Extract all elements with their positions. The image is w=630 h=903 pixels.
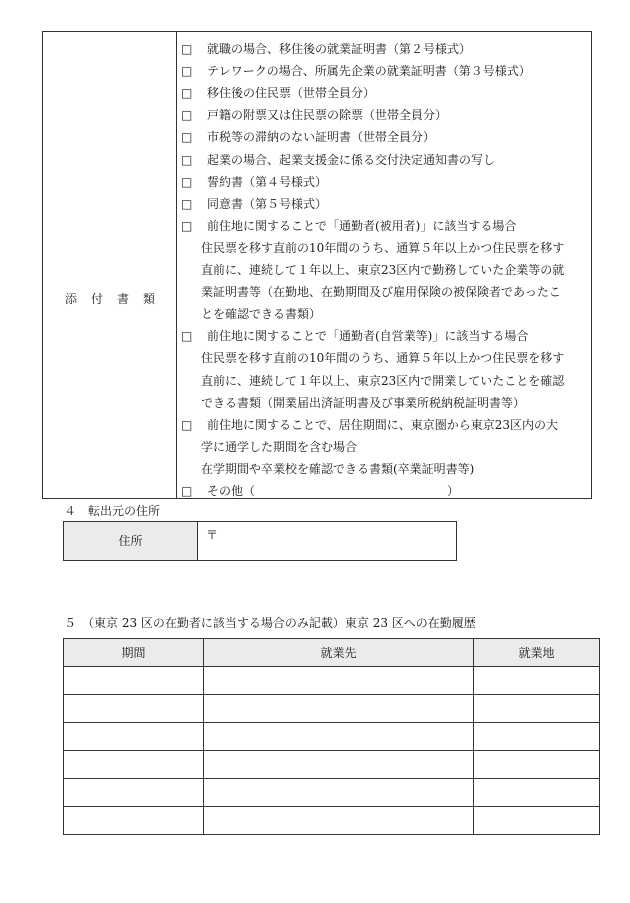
attachment-item xyxy=(201,348,589,368)
period-cell[interactable] xyxy=(64,695,204,723)
attachment-item xyxy=(201,260,589,280)
table-row xyxy=(64,723,600,751)
workplace-cell[interactable] xyxy=(474,779,600,807)
period-cell[interactable] xyxy=(64,807,204,835)
attachment-item xyxy=(181,194,589,214)
employer-cell[interactable] xyxy=(204,695,474,723)
attachment-item xyxy=(201,371,589,391)
table-row xyxy=(64,695,600,723)
attachment-item-text: 前住地に関することで「通勤者(被用者)」に該当する場合 xyxy=(207,218,517,233)
checkbox-icon[interactable]: □ xyxy=(181,417,193,432)
checkbox-icon[interactable]: □ xyxy=(181,86,193,101)
attachments-label: 添付書類 xyxy=(64,292,169,306)
employer-cell[interactable] xyxy=(204,807,474,835)
attachment-item-text: 誓約書（第４号様式） xyxy=(207,174,328,189)
workplace-cell[interactable] xyxy=(474,695,600,723)
attachment-item-text: その他（ ） xyxy=(207,484,460,498)
attachment-item xyxy=(181,83,589,103)
column-header-workplace: 就業地 xyxy=(474,639,600,667)
attachment-item xyxy=(201,238,589,258)
column-header-employer: 就業先 xyxy=(204,639,474,667)
attachments-table xyxy=(42,31,592,499)
table-row xyxy=(64,751,600,779)
attachment-item xyxy=(181,150,589,170)
attachment-item-text: 前住地に関することで、居住期間に、東京圏から東京23区内の大 xyxy=(207,417,559,432)
attachment-item xyxy=(181,481,589,501)
period-cell[interactable] xyxy=(64,779,204,807)
attachment-item xyxy=(181,172,589,192)
attachment-item-text: 戸籍の附票又は住民票の除票（世帯全員分） xyxy=(207,108,448,123)
table-header-row xyxy=(64,639,600,667)
column-header-period: 期間 xyxy=(64,639,204,667)
address-input[interactable]: 〒 xyxy=(206,528,219,542)
attachment-item xyxy=(181,127,589,147)
attachment-item xyxy=(201,304,589,324)
attachment-item xyxy=(201,437,589,457)
attachment-item xyxy=(181,39,589,59)
attachment-item-text: とを確認できる書類） xyxy=(201,307,322,322)
address-label: 住所 xyxy=(64,522,198,560)
attachment-item-text: 直前に、連続して１年以上、東京23区内で勤務していた企業等の就 xyxy=(201,263,565,277)
attachment-item-text: できる書類（開業届出済証明書及び事業所税納税証明書等） xyxy=(201,395,526,410)
table-row xyxy=(64,807,600,835)
table-row xyxy=(64,667,600,695)
attachment-item-text: 前住地に関することで「通勤者(自営業等)」に該当する場合 xyxy=(207,329,529,344)
checkbox-icon[interactable]: □ xyxy=(181,196,193,211)
employer-cell[interactable] xyxy=(204,723,474,751)
period-cell[interactable] xyxy=(64,723,204,751)
employer-cell[interactable] xyxy=(204,667,474,695)
checkbox-icon[interactable]: □ xyxy=(181,218,193,233)
checkbox-icon[interactable]: □ xyxy=(181,64,193,79)
section4-heading: ４ 転出元の住所 xyxy=(64,504,161,518)
attachment-item xyxy=(201,393,589,413)
checkbox-icon[interactable]: □ xyxy=(181,329,193,344)
address-table xyxy=(63,521,457,561)
period-cell[interactable] xyxy=(64,667,204,695)
attachments-label-cell xyxy=(43,32,177,498)
workplace-cell[interactable] xyxy=(474,667,600,695)
attachment-item xyxy=(181,216,589,236)
table-row xyxy=(64,779,600,807)
period-cell[interactable] xyxy=(64,751,204,779)
checkbox-icon[interactable]: □ xyxy=(181,484,193,498)
attachments-list xyxy=(177,32,591,498)
attachment-item xyxy=(181,105,589,125)
attachment-item-text: 同意書（第５号様式） xyxy=(207,196,328,211)
attachment-item-text: 市税等の滞納のない証明書（世帯全員分） xyxy=(207,130,436,145)
attachment-item-text: 直前に、連続して１年以上、東京23区内で開業していたことを確認 xyxy=(201,373,565,388)
attachment-item-text: 業証明書等（在勤地、在勤期間及び雇用保険の被保険者であったこ xyxy=(201,285,561,300)
workplace-cell[interactable] xyxy=(474,807,600,835)
attachment-item-text: 移住後の住民票（世帯全員分） xyxy=(207,86,376,101)
attachment-item xyxy=(201,282,589,302)
attachment-item xyxy=(181,326,589,346)
attachment-item xyxy=(181,61,589,81)
section5-heading: ５ （東京 23 区の在勤者に該当する場合のみ記載）東京 23 区への在勤履歴 xyxy=(64,616,476,630)
checkbox-icon[interactable]: □ xyxy=(181,174,193,189)
workplace-cell[interactable] xyxy=(474,751,600,779)
attachment-item-text: テレワークの場合、所属先企業の就業証明書（第３号様式） xyxy=(207,64,531,79)
employer-cell[interactable] xyxy=(204,779,474,807)
attachment-item-text: 起業の場合、起業支援金に係る交付決定通知書の写し xyxy=(207,152,496,167)
checkbox-icon[interactable]: □ xyxy=(181,152,193,167)
employer-cell[interactable] xyxy=(204,751,474,779)
workplace-cell[interactable] xyxy=(474,723,600,751)
checkbox-icon[interactable]: □ xyxy=(181,42,193,56)
attachment-item-text: 就職の場合、移住後の就業証明書（第２号様式） xyxy=(207,42,472,56)
attachment-item-text: 住民票を移す直前の10年間のうち、通算５年以上かつ住民票を移す xyxy=(201,351,565,366)
attachment-item-text: 在学期間や卒業校を確認できる書類(卒業証明書等) xyxy=(201,461,475,476)
attachment-item xyxy=(181,415,589,435)
employment-history-table xyxy=(63,638,600,835)
attachment-item-text: 住民票を移す直前の10年間のうち、通算５年以上かつ住民票を移す xyxy=(201,240,565,255)
checkbox-icon[interactable]: □ xyxy=(181,108,193,123)
checkbox-icon[interactable]: □ xyxy=(181,130,193,145)
attachment-item xyxy=(201,459,589,479)
attachment-item-text: 学に通学した期間を含む場合 xyxy=(201,439,358,454)
